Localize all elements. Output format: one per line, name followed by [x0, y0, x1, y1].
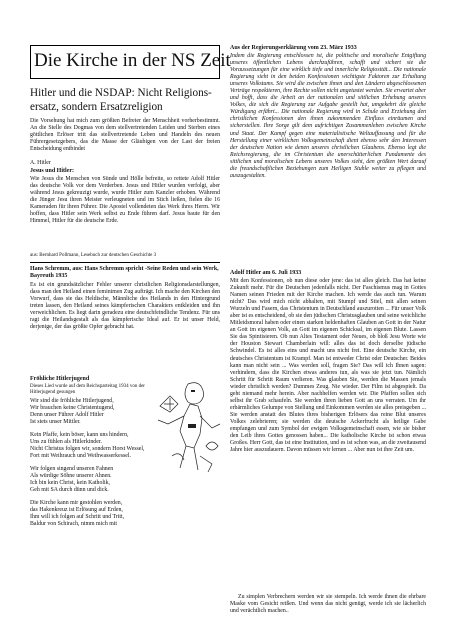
poem-line: Als würdige Söhne unserer Ahnen.	[30, 473, 112, 480]
jesus-source: aus: Bernhard Pollmann, Lesebuch zur deutschen Geschichte 3	[30, 253, 157, 258]
poem-stanza-1	[30, 398, 160, 426]
poem-line: Ihm will ich folgen auf Schritt und Tritt,	[30, 514, 125, 521]
poem-line: Wir folgen singend unseren Fahnen	[30, 466, 114, 472]
poem-line: Wir sind die fröhliche Hitlerjugend,	[30, 398, 114, 404]
poem-stanza-2	[30, 432, 220, 460]
poem-line: Ich bin kein Christ, kein Katholik,	[30, 480, 111, 487]
poem-line: Geh mit SA durch dünn und dick.	[30, 487, 109, 494]
hitler-1933-text: Mit den Konfessionen, ob nun diese oder jene: das ist alles gleich. Das hat keine Zukunft mehr. Für die Deutschen jedenfalls nicht. Der Faschismus mag in Gottes Namen seinen Frieden mit der Kirche machen. Ich werde das auch tun. Warum nicht? Das wird mich nicht abhalten, mit Stumpf und Stiel, mit allen seinen Wurzeln und Fasern, das Christentum in Deutschland auszurotten ... Für unser Volk aber ist es entscheidend, ob sie den jüdischen Christusglauben und seine weichliche Mitleidsmoral haben oder einen starken heldenhaften Glauben an Gott in der Natur an Gott im eigenen Volk, an Gott im eigenen Schicksal, im eigenen Blute. Lassen Sie das Spintisieren. Ob nun Altes Testament oder Neues, ob bloß Jesu Worte wie der Houston Stewart Chamberlain will: alles das ist doch derselbe jüdische Schwindel. Es ist alles eins und macht uns nicht frei. Eine deutsche Kirche, ein deutsches Christentum ist Krampf. Man ist entweder Christ oder Deutscher. Beides kann man nicht sein ... Was werden soll, fragen Sie? Das will ich Ihnen sagen: verhindern, dass die Kirchen etwas anderes tun, als was sie jetzt tun. Nämlich Schritt für Schritt Raum verlieren. Was glauben Sie, werden die Massen jemals wieder christlich werden? Dummes Zeug. Nie wieder. Der Film ist abgespielt. Da geht niemand mehr herein. Aber nachhelfen werden wir. Die Pfaffen sollen sich selbst ihr Grab schaufeln. Sie werden ihren lieben Gott an uns verraten. Um ihr erbärmliches Gelumpe von Stellung und Einkommen werden sie alles preisgeben ... Sie werden anstatt des Blutes ihres bisherigen Erlösers das reine Blut unseres Volkes zelebrieren; sie werden die deutsche Ackerfrucht als heilige Gabe empfangen und zum Symbol der ewigen Volksgemeinschaft essen, wie sie bisher den Leib ihres Gottes genossen haben... Die katholische Kirche ist schon etwas Großes. Herr Gott, das ist eine Institution, und es ist schon was, an die zweitausend Jahre hier auszudauern. Davon müssen wir lernen ... Aber nun ist ihre Zeit um.	[230, 278, 426, 454]
poem-line: das Hakenkreuz ist Erlösung auf Erden,	[30, 507, 123, 514]
poem-line: Ist stets unser Mittler.	[30, 419, 81, 426]
poem-line: Nicht Christus folgen wir, sondern Horst Wessel,	[30, 446, 145, 453]
hitler-1933-text-2: Zu simplen Verbrechern werden wir sie stempeln. Ich werde ihnen die ehrbare Maske vom Gesicht reißen. Und wenn das nicht genügt, werde ich sie lächerlich und verächtlich machen..	[230, 594, 426, 615]
title-box	[30, 45, 231, 79]
poem-line: Wir brauchen keine Christentugend,	[30, 405, 115, 412]
poem-line: Fort mit Weihrauch und Weihwasserkessel.	[30, 453, 131, 460]
poem-line: Uns zu fühlen als Hitlerkinder.	[30, 439, 102, 446]
poem-line: Kein Pfaffe, kein böser, kann uns hindern,	[30, 432, 129, 438]
hitler-1933-heading: Adolf Hitler am 6. Juli 1933	[230, 270, 302, 276]
jesus-heading: Jesus und Hitler:	[30, 168, 75, 174]
poem-line: Denn unser Führer Adolf Hitler	[30, 412, 104, 419]
poem-line: Die Kirche kann mir gestohlen werden,	[30, 500, 123, 506]
subtitle: Hitler und die NSDAP: Nicht Religions-ersatz, sondern Ersatzreligion	[30, 87, 212, 113]
intro-quote: Die Vorsehung hat mich zum größten Befreier der Menschheit vorherbestimmt. An die Stelle des Dogmas von dem stellvertretenden Leiden und Sterben eines göttlichen Erlöser tritt das stellvertretende Leben und Handeln des neuen Führergesetzgebers, das die Masse der Gläubigen von der Last der freien Entscheidung entbindet	[30, 118, 220, 153]
regierung-text: Indem die Regierung entschlossen ist, die politische und moralische Entgiftung unseres öffentlichen Lebens durchzuführen, schafft und sichert sie die Voraussetzungen für eine wirklich tiefe und innerliche Religiosität... Die nationale Regierung sieht in den beiden Konfessionen wichtigste Faktoren zur Erhaltung unseres Volkstums. Sie wird die zwischen ihnen und den Ländern abgeschlossenen Verträge respektieren, ihre Rechte sollen nicht angetastet werden. Sie erwartet aber und hofft, dass die Arbeit an der nationalen und sittlichen Erhebung unseres Volkes, die sich die Regierung zur Aufgabe gestellt hat, umgekehrt die gleiche Würdigung erfährt... Die nationale Regierung wird in Schule und Erziehung den christlichen Konfessionen den ihnen zukommenden Einfluss einräumen und sicherstellen. Ihre Sorge gilt dem aufrichtigen Zusammenleben zwischen Kirche und Staat. Der Kampf gegen eine materialistische Weltauffassung und für die Herstellung einer wirklichen Volksgemeinschaft dient ebenso sehr den Interessen der deutschen Nation wie denen unseres christlichen Glaubens. Ebenso legt die Reichsregierung, die im Christentum die unerschütterlichen Fundamente des sittlichen und moralischen Lebens unseres Volkes sieht, den größten Wert darauf die freundschaftlichen Beziehungen zum Heiligen Stuhle weiter zu pflegen und auszugestalten.	[230, 53, 426, 179]
soldier-drawing	[150, 376, 225, 476]
poem-stanza-3	[30, 466, 220, 494]
jesus-text: Wie Jesus die Menschen von Sünde und Hölle befreite, so rettete Adolf Hitler das deutsche Volk vor dem Verderben. Jesus und Hitler wurden verfolgt, aber während Jesus gekreuzigt wurde, wurde Hitler zum Kanzler erhoben. Während die Jünger Jesu ihren Meister verleugneten und im Stich ließen, fielen die 16 Kameraden für ihren Führer. Die Apostel vollendeten das Werk ihres Herrn. Wir hoffen, dass Hitler sein Werk selbst zu Ende führen darf. Jesus baute für den Himmel, Hitler für die deutsche Erde.	[30, 176, 220, 225]
poem-stanza-4	[30, 500, 220, 528]
schremm-text: Es ist ein grundsätzlicher Fehler unserer christlichen Religionsdarstellungen, dass man den Heiland einen feminimen Zug aufträgt. Ich mache den Kirchen den Vorwurf, dass sie das Heldische, Männliche des Heilands in den Hintergrund treten lassen, den Heiland seines kämpferischen Charakters entkleiden und ihn verweichlichen. Es liegt darin geradezu eine deutschfeindliche Tendenz. Für uns ragt die Heilandsgestalt als das kämpferische Ideal auf. Er ist unser Held, derjenige, der das größte Opfer gebracht hat.	[30, 282, 221, 331]
hj-note: Dieses Lied wurde auf dem Reichsparteitag 1934 von der Hitlerjugend gesungen	[30, 384, 145, 395]
divider	[30, 262, 220, 263]
poem-line: Baldur von Schirach, nimm mich mit	[30, 521, 117, 528]
hj-heading: Fröhliche Hitlerjugend	[30, 376, 90, 382]
schremm-heading: Hans Schremm, aus: Hans Schremm spricht -Seine Reden und sein Werk, Bayreuth 1935	[30, 266, 219, 280]
intro-signature: A. Hitler	[30, 160, 51, 166]
page-title: Die Kirche in der NS Zeit	[34, 50, 231, 71]
regierung-heading: Aus der Regierungserklärung vom 23. März 1933	[230, 45, 357, 51]
